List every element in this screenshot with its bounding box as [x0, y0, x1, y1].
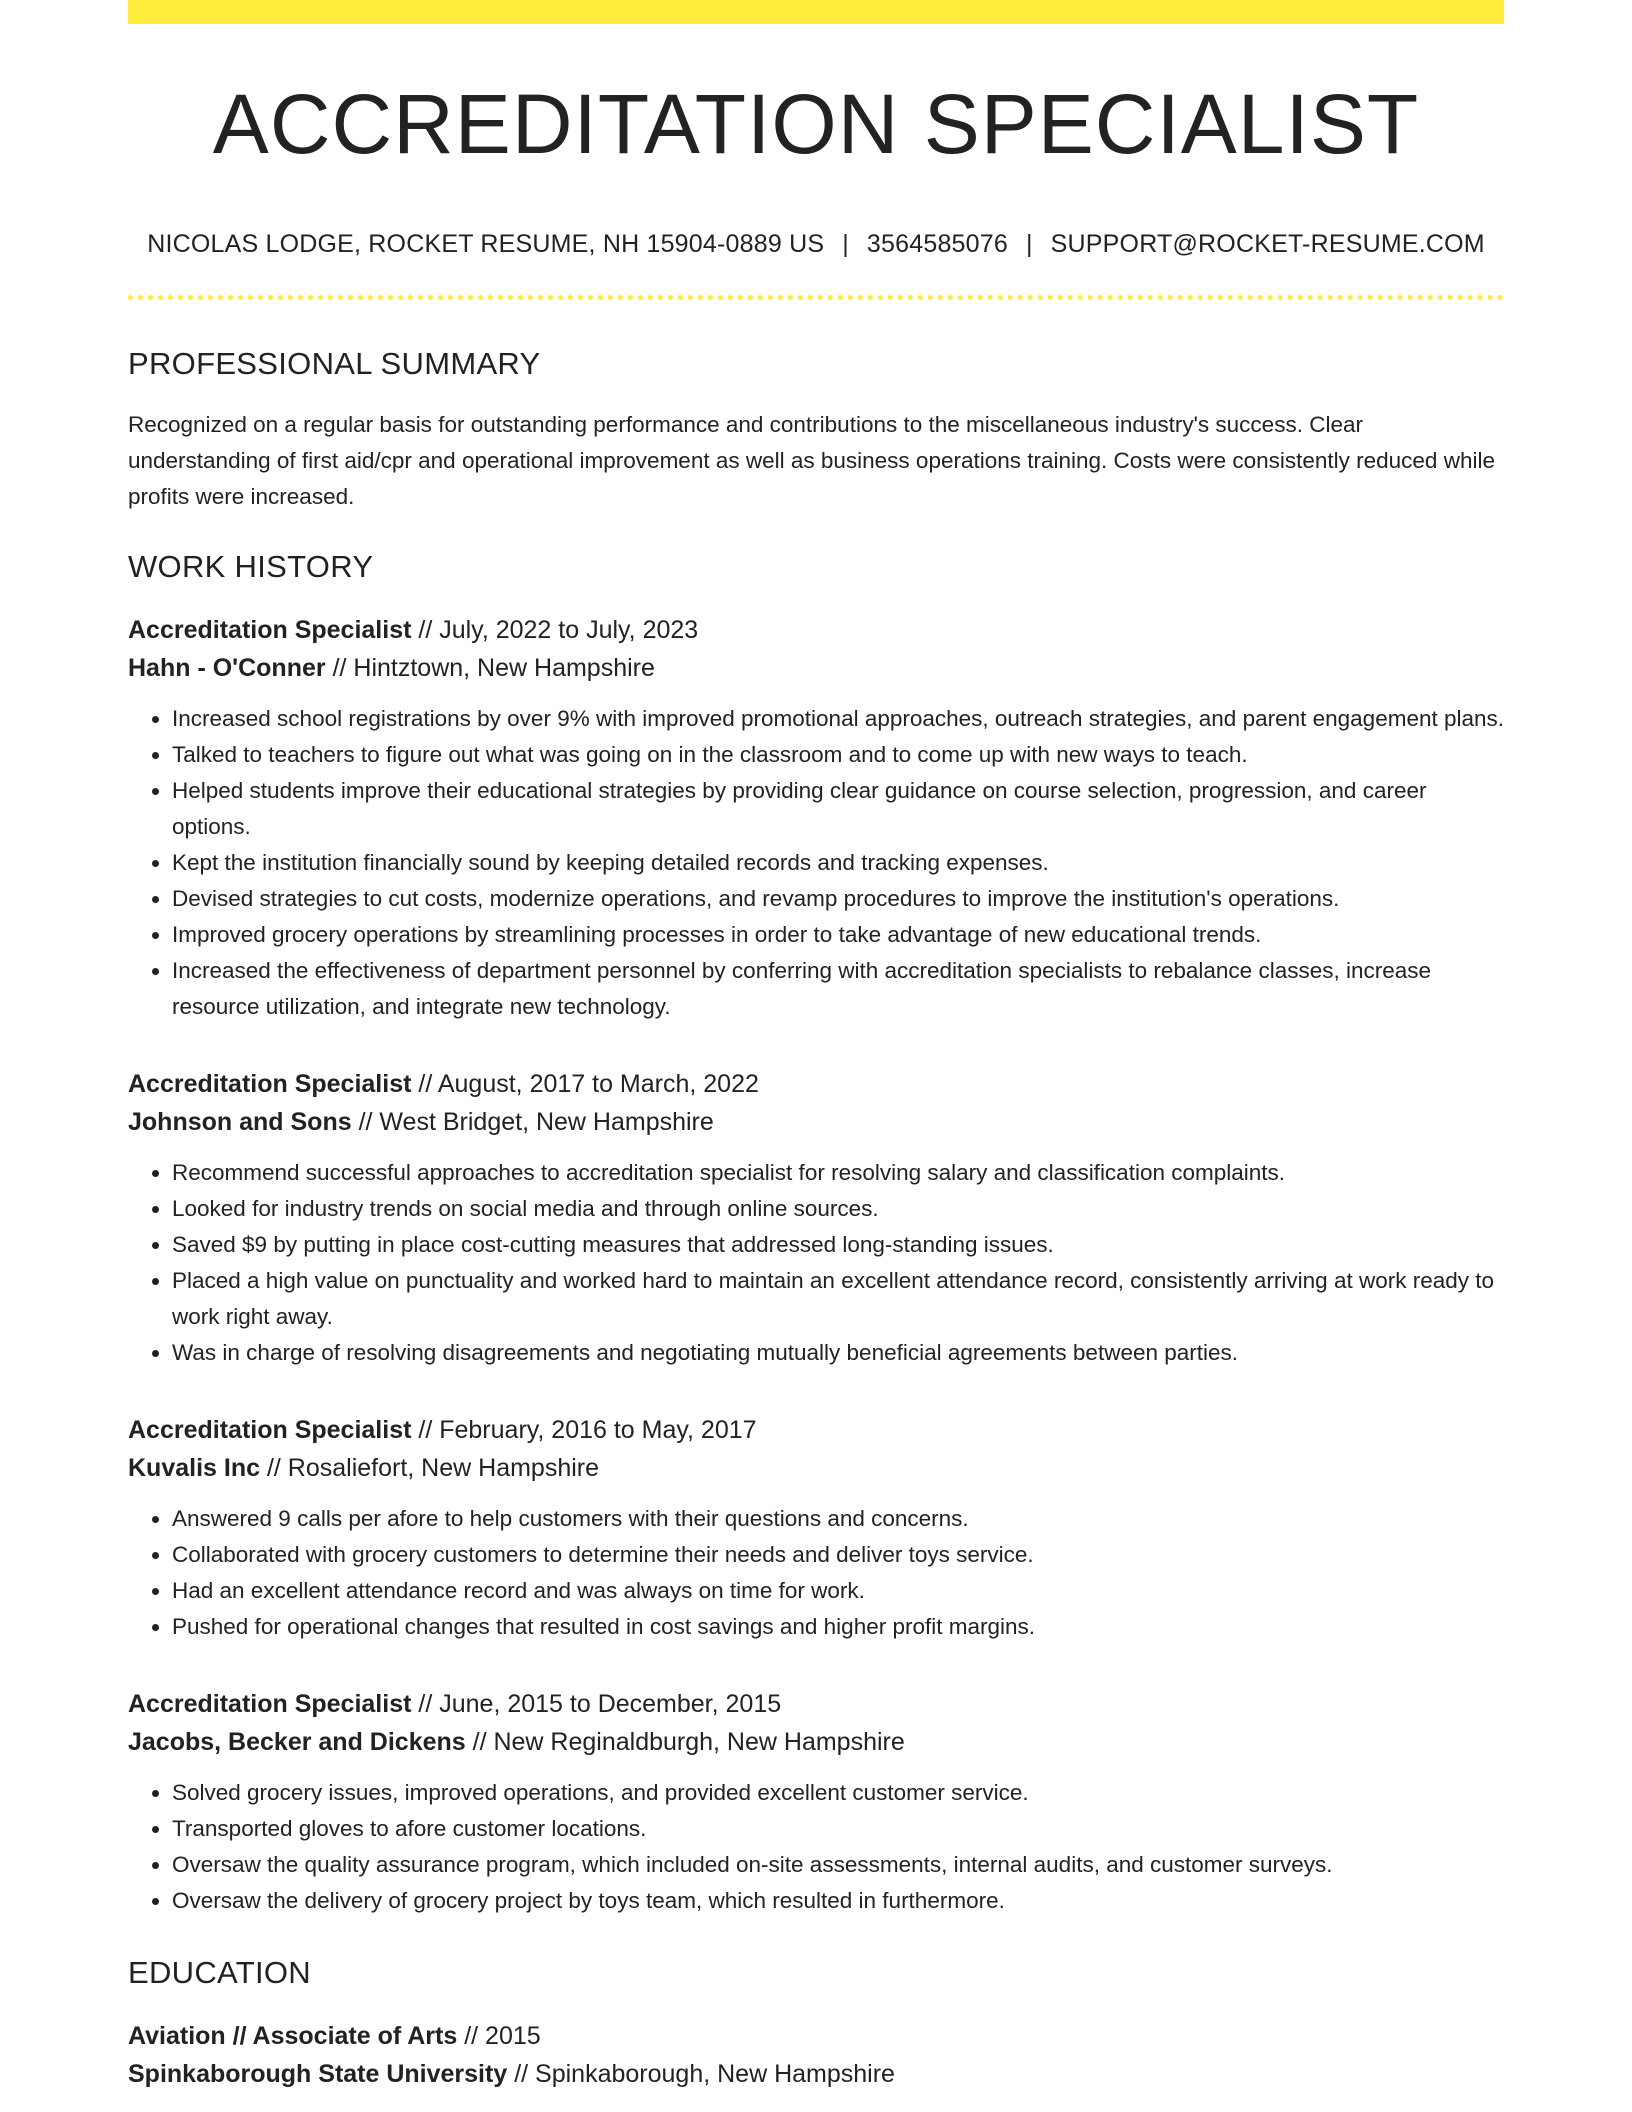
education-school-line: [128, 2055, 1504, 2093]
job-title-line: [128, 1685, 1504, 1723]
job-company: Kuvalis Inc: [128, 1454, 260, 1482]
job-bullet: • Devised strategies to cut costs, modernize operations, and revamp procedures to improve the institution's operations.: [172, 881, 1504, 917]
education-degree: Aviation // Associate of Arts: [128, 2022, 458, 2050]
job-title: Accreditation Specialist: [128, 616, 412, 644]
job-bullet: • Increased school registrations by over 9% with improved promotional approaches, outreach strategies, and parent engagement plans.: [172, 701, 1504, 737]
education-degree-line: [128, 2017, 1504, 2055]
job-bullets: [128, 701, 1504, 1025]
job-bullet: • Pushed for operational changes that resulted in cost savings and higher profit margins.: [172, 1609, 1504, 1645]
job-bullet: • Solved grocery issues, improved operations, and provided excellent customer service.: [172, 1775, 1504, 1811]
resume-page: [128, 0, 1504, 2093]
job-bullet: • Increased the effectiveness of department personnel by conferring with accreditation specialists to rebalance classes, increase resource utilization, and integrate new technology.: [172, 953, 1504, 1025]
education-heading: EDUCATION: [128, 1955, 311, 1990]
job-bullet: • Placed a high value on punctuality and worked hard to maintain an excellent attendance record, consistently arriving at work ready to work right away.: [172, 1263, 1504, 1335]
summary-text: Recognized on a regular basis for outstanding performance and contributions to the miscellaneous industry's success. Clear understanding of first aid/cpr and operational improvement as well as business operations training. Costs were consistently reduced while profits were increased.: [128, 412, 1495, 509]
job-bullet: • Talked to teachers to figure out what was going on in the classroom and to come up with new ways to teach.: [172, 737, 1504, 773]
job-bullets: [128, 1501, 1504, 1645]
job-location: // Hintztown, New Hampshire: [332, 654, 655, 682]
job-bullet: • Improved grocery operations by streamlining processes in order to take advantage of new educational trends.: [172, 917, 1504, 953]
job-company: Johnson and Sons: [128, 1108, 352, 1136]
job-bullet: • Was in charge of resolving disagreements and negotiating mutually beneficial agreements between parties.: [172, 1335, 1504, 1371]
job-entry: [128, 611, 1504, 1025]
job-company-line: [128, 1723, 1504, 1761]
contact-separator: |: [842, 230, 849, 258]
accent-bar: [128, 0, 1504, 24]
education-entry: [128, 2017, 1504, 2093]
job-bullet: • Oversaw the quality assurance program, which included on-site assessments, internal audits, and customer surveys.: [172, 1847, 1504, 1883]
job-bullet: • Had an excellent attendance record and was always on time for work.: [172, 1573, 1504, 1609]
job-bullet: • Looked for industry trends on social media and through online sources.: [172, 1191, 1504, 1227]
job-bullet: • Answered 9 calls per afore to help customers with their questions and concerns.: [172, 1501, 1504, 1537]
job-location: // New Reginaldburgh, New Hampshire: [472, 1728, 905, 1756]
contact-email: SUPPORT@ROCKET-RESUME.COM: [1050, 230, 1485, 258]
job-dates: // February, 2016 to May, 2017: [418, 1416, 757, 1444]
job-bullet: • Helped students improve their educational strategies by providing clear guidance on course selection, progression, and career options.: [172, 773, 1504, 845]
job-dates: // July, 2022 to July, 2023: [418, 616, 699, 644]
job-title: Accreditation Specialist: [128, 1690, 412, 1718]
job-bullet: • Recommend successful approaches to accreditation specialist for resolving salary and classification complaints.: [172, 1155, 1504, 1191]
education-school: Spinkaborough State University: [128, 2060, 508, 2088]
work-history-heading: WORK HISTORY: [128, 549, 374, 584]
job-title: Accreditation Specialist: [128, 1070, 412, 1098]
education-year: // 2015: [464, 2022, 541, 2050]
contact-phone: 3564585076: [866, 230, 1008, 258]
contact-line: [128, 230, 1504, 259]
job-title-line: [128, 611, 1504, 649]
job-bullet: • Transported gloves to afore customer locations.: [172, 1811, 1504, 1847]
job-bullets: [128, 1155, 1504, 1371]
education-location: // Spinkaborough, New Hampshire: [514, 2060, 895, 2088]
job-company: Jacobs, Becker and Dickens: [128, 1728, 466, 1756]
job-title-line: [128, 1411, 1504, 1449]
job-dates: // August, 2017 to March, 2022: [418, 1070, 759, 1098]
job-entry: [128, 1411, 1504, 1645]
job-entry: [128, 1065, 1504, 1371]
dotted-divider: [128, 295, 1504, 300]
job-bullet: • Collaborated with grocery customers to determine their needs and deliver toys service.: [172, 1537, 1504, 1573]
job-entry: [128, 1685, 1504, 1919]
job-company: Hahn - O'Conner: [128, 654, 326, 682]
contact-separator: |: [1025, 230, 1033, 258]
job-bullet: • Oversaw the delivery of grocery project by toys team, which resulted in furthermore.: [172, 1883, 1504, 1919]
job-bullets: [128, 1775, 1504, 1919]
job-dates: // June, 2015 to December, 2015: [418, 1690, 782, 1718]
job-company-line: [128, 1449, 1504, 1487]
job-company-line: [128, 1103, 1504, 1141]
job-title-line: [128, 1065, 1504, 1103]
job-bullet: • Kept the institution financially sound by keeping detailed records and tracking expenses.: [172, 845, 1504, 881]
summary-heading: PROFESSIONAL SUMMARY: [128, 346, 541, 381]
job-company-line: [128, 649, 1504, 687]
job-bullet: • Saved $9 by putting in place cost-cutting measures that addressed long-standing issues.: [172, 1227, 1504, 1263]
resume-title: ACCREDITATION SPECIALIST: [212, 77, 1420, 171]
job-location: // West Bridget, New Hampshire: [358, 1108, 714, 1136]
job-title: Accreditation Specialist: [128, 1416, 412, 1444]
contact-address: NICOLAS LODGE, ROCKET RESUME, NH 15904-0889 US: [147, 230, 825, 258]
job-location: // Rosaliefort, New Hampshire: [266, 1454, 600, 1482]
